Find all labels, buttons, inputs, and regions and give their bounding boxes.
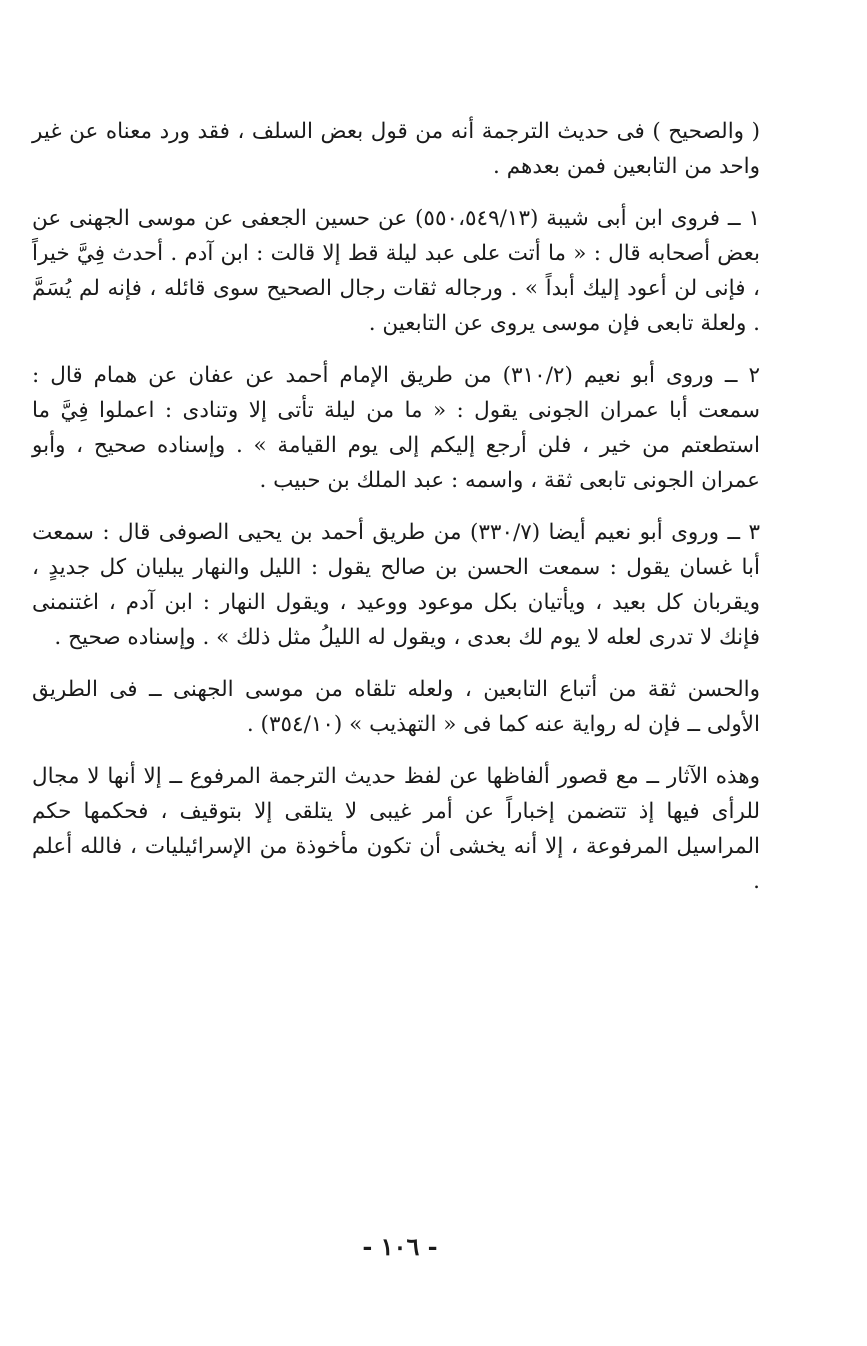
paragraph-intro: ( والصحيح ) فى حديث الترجمة أنه من قول بعض السلف ، فقد ورد معناه عن غير واحد من التابعين فمن بعدهم .: [32, 119, 760, 179]
page-number: - ١٠٦ -: [362, 1232, 438, 1261]
paragraph-athar-2: ٢ ــ وروى أبو نعيم (٣١٠/٢) من طريق الإمام أحمد عن عفان عن همام قال : سمعت أبا عمران الجونى يقول : « ما من ليلة تأتى إلا وتنادى : اعملوا فِيَّ ما استطعتم من خير ، فلن أرجع إليكم إلى يوم القيامة » . وإسناده صحيح ، وأبو عمران الجونى تابعى ثقة ، واسمه : عبد الملك بن حبيب .: [32, 363, 760, 493]
page-body: [32, 114, 760, 916]
paragraph-athar-1: ١ ــ فروى ابن أبى شيبة (٥٥٠،٥٤٩/١٣) عن حسين الجعفى عن موسى الجهنى عن بعض أصحابه قال : « ما أتت على عبد ليلة قط إلا قالت : ابن آدم . أحدث فِيَّ خيراً ، فإنى لن أعود إليك أبداً » . ورجاله ثقات رجال الصحيح سوى قائله ، فإنه لم يُسَمَّ . ولعلة تابعى فإن موسى يروى عن التابعين .: [32, 206, 760, 336]
paragraph-athar-3: ٣ ــ وروى أبو نعيم أيضا (٣٣٠/٧) من طريق أحمد بن يحيى الصوفى قال : سمعت أبا غسان يقول : سمعت الحسن بن صالح يقول : الليل والنهار يبليان كل جديدٍ ، ويقربان كل بعيد ، ويأتيان بكل موعود ووعيد ، ويقول النهار : ابن آدم ، اغتنمنى فإنك لا تدرى لعله لا يوم لك بعدى ، ويقول له الليلُ مثل ذلك » . وإسناده صحيح .: [32, 520, 760, 650]
paragraph-conclusion: وهذه الآثار ــ مع قصور ألفاظها عن لفظ حديث الترجمة المرفوع ــ إلا أنها لا مجال للرأى فيها إذ تتضمن إخباراً عن أمر غيبى لا يتلقى إلا بتوقيف ، فحكمها حكم المراسيل المرفوعة ، إلا أنه يخشى أن تكون مأخوذة من الإسرائيليات ، فالله أعلم .: [32, 764, 760, 894]
paragraph-hasan-note: والحسن ثقة من أتباع التابعين ، ولعله تلقاه من موسى الجهنى ــ فى الطريق الأولى ــ فإن له رواية عنه كما فى « التهذيب » (٣٥٤/١٠) .: [32, 677, 760, 737]
